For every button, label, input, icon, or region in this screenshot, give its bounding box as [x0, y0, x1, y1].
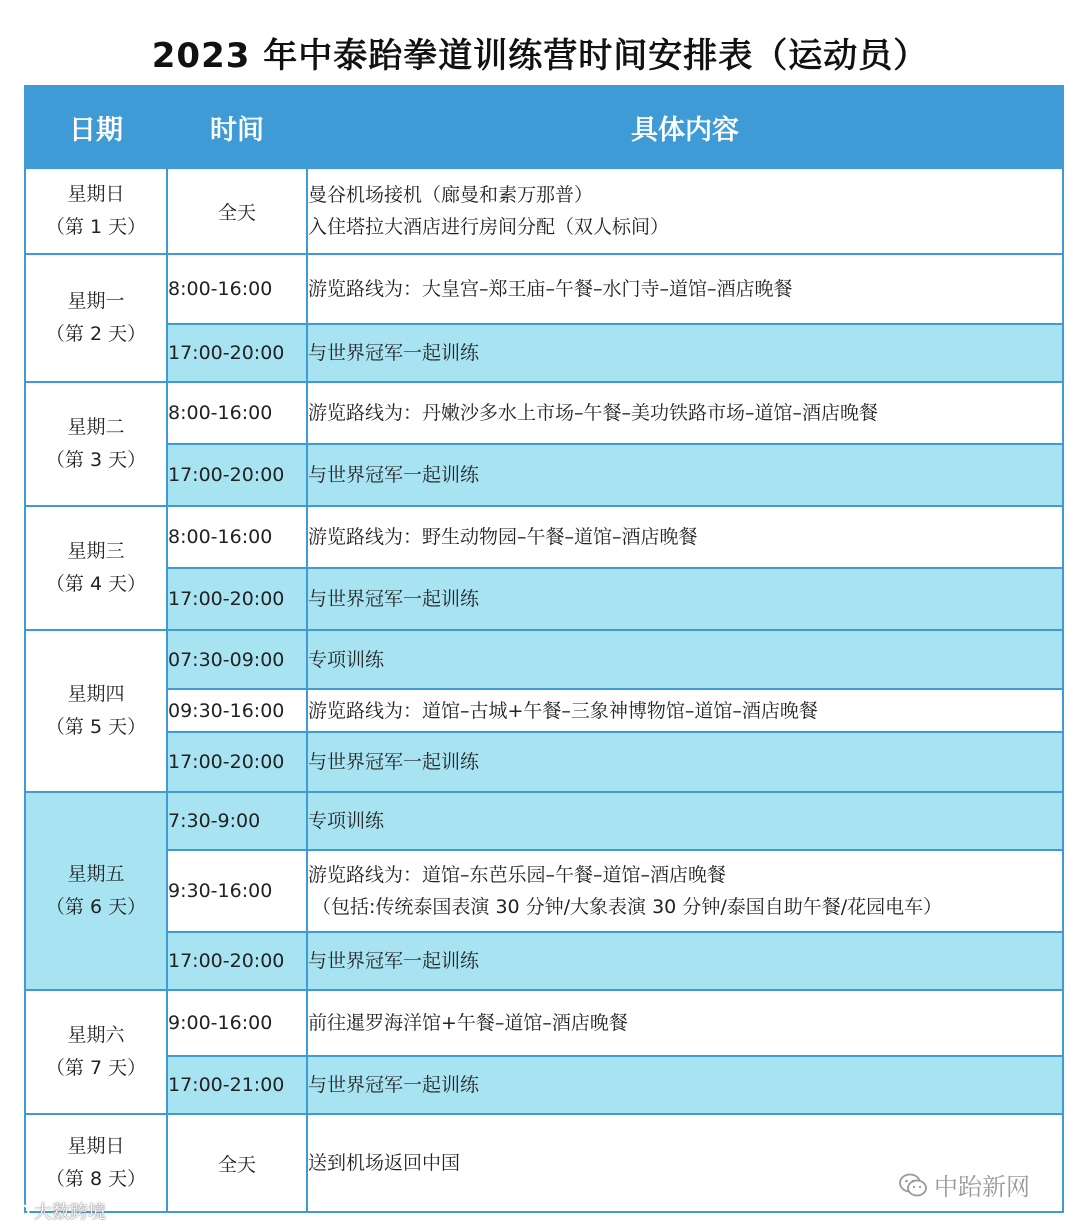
table-row [25, 732, 1063, 792]
day-number: （第 4 天） [45, 573, 147, 595]
table-row [25, 630, 1063, 689]
content-cell: 专项训练 [307, 792, 1063, 850]
time-cell: 7:30-9:00 [167, 792, 307, 850]
day-number: （第 2 天） [45, 323, 147, 345]
content-cell: 游览路线为：大皇宫–郑王庙–午餐–水门寺–道馆–酒店晚餐 [307, 254, 1063, 324]
time-cell: 17:00-21:00 [167, 1056, 307, 1114]
day-name: 星期四 [67, 683, 125, 705]
day-cell [25, 506, 167, 630]
header-row [25, 86, 1063, 168]
table-row [25, 990, 1063, 1056]
day-name: 星期日 [67, 183, 125, 205]
content-cell: 与世界冠军一起训练 [307, 732, 1063, 792]
header-content: 具体内容 [307, 86, 1063, 168]
day-name: 星期日 [67, 1135, 125, 1157]
watermark-left [8, 1198, 106, 1224]
day-number: （第 1 天） [45, 216, 147, 238]
content-cell [307, 168, 1063, 254]
content-cell: 与世界冠军一起训练 [307, 932, 1063, 990]
time-cell: 全天 [167, 168, 307, 254]
day-number: （第 5 天） [45, 716, 147, 738]
day-name: 星期五 [67, 863, 125, 885]
content-line: 游览路线为：道馆–东芭乐园–午餐–道馆–酒店晚餐 [308, 864, 727, 886]
table-row [25, 254, 1063, 324]
time-cell: 8:00-16:00 [167, 506, 307, 568]
table-row [25, 168, 1063, 254]
table-row [25, 444, 1063, 506]
content-cell: 专项训练 [307, 630, 1063, 689]
content-line-2: 入住塔拉大酒店进行房间分配（双人标间） [308, 216, 670, 238]
day-name: 星期一 [67, 290, 125, 312]
content-cell: 与世界冠军一起训练 [307, 568, 1063, 630]
page-title: 2023 年中泰跆拳道训练营时间安排表（运动员） [151, 36, 929, 76]
day-number: （第 7 天） [45, 1057, 147, 1079]
table-row [25, 792, 1063, 850]
time-cell: 全天 [167, 1114, 307, 1212]
content-cell: 游览路线为：道馆–古城+午餐–三象神博物馆–道馆–酒店晚餐 [307, 689, 1063, 732]
content-cell: 与世界冠军一起训练 [307, 444, 1063, 506]
time-cell: 17:00-20:00 [167, 932, 307, 990]
day-name: 星期三 [67, 540, 125, 562]
wechat-icon [898, 1172, 928, 1198]
time-cell: 17:00-20:00 [167, 568, 307, 630]
content-cell: 与世界冠军一起训练 [307, 324, 1063, 382]
watermark-right [898, 1167, 1030, 1202]
day-number: （第 6 天） [45, 896, 147, 918]
time-cell: 9:00-16:00 [167, 990, 307, 1056]
content-cell: 前往暹罗海洋馆+午餐–道馆–酒店晚餐 [307, 990, 1063, 1056]
schedule-table [24, 85, 1064, 1213]
table-row [25, 324, 1063, 382]
day-cell [25, 382, 167, 506]
content-cell [307, 850, 1063, 932]
content-cell: 游览路线为：丹嫩沙多水上市场–午餐–美功铁路市场–道馆–酒店晚餐 [307, 382, 1063, 444]
table-row [25, 689, 1063, 732]
day-cell [25, 792, 167, 990]
day-cell [25, 990, 167, 1114]
time-cell: 07:30-09:00 [167, 630, 307, 689]
content-cell: 送到机场返回中国 [307, 1114, 1063, 1212]
watermark-right-text: 中跆新网 [934, 1173, 1030, 1201]
table-row [25, 568, 1063, 630]
header-date: 日期 [25, 86, 167, 168]
table-row [25, 932, 1063, 990]
header-time: 时间 [167, 86, 307, 168]
table-row [25, 850, 1063, 932]
day-cell [25, 630, 167, 792]
time-cell: 09:30-16:00 [167, 689, 307, 732]
day-cell [25, 168, 167, 254]
day-number: （第 3 天） [45, 449, 147, 471]
content-line-2: （包括:传统泰国表演 30 分钟/大象表演 30 分钟/泰国自助午餐/花园电车） [312, 896, 943, 918]
logo-icon [8, 1202, 30, 1220]
time-cell: 17:00-20:00 [167, 444, 307, 506]
time-cell: 8:00-16:00 [167, 254, 307, 324]
time-cell: 17:00-20:00 [167, 732, 307, 792]
day-cell [25, 254, 167, 382]
time-cell: 17:00-20:00 [167, 324, 307, 382]
content-line: 曼谷机场接机（廊曼和素万那普） [308, 184, 594, 206]
day-name: 星期六 [67, 1024, 125, 1046]
day-name: 星期二 [67, 416, 125, 438]
table-row [25, 382, 1063, 444]
table-row [25, 506, 1063, 568]
time-cell: 9:30-16:00 [167, 850, 307, 932]
time-cell: 8:00-16:00 [167, 382, 307, 444]
day-number: （第 8 天） [45, 1168, 147, 1190]
table-row [25, 1056, 1063, 1114]
content-cell: 与世界冠军一起训练 [307, 1056, 1063, 1114]
watermark-left-text: 大数跨境 [34, 1202, 106, 1223]
content-cell: 游览路线为：野生动物园–午餐–道馆–酒店晚餐 [307, 506, 1063, 568]
